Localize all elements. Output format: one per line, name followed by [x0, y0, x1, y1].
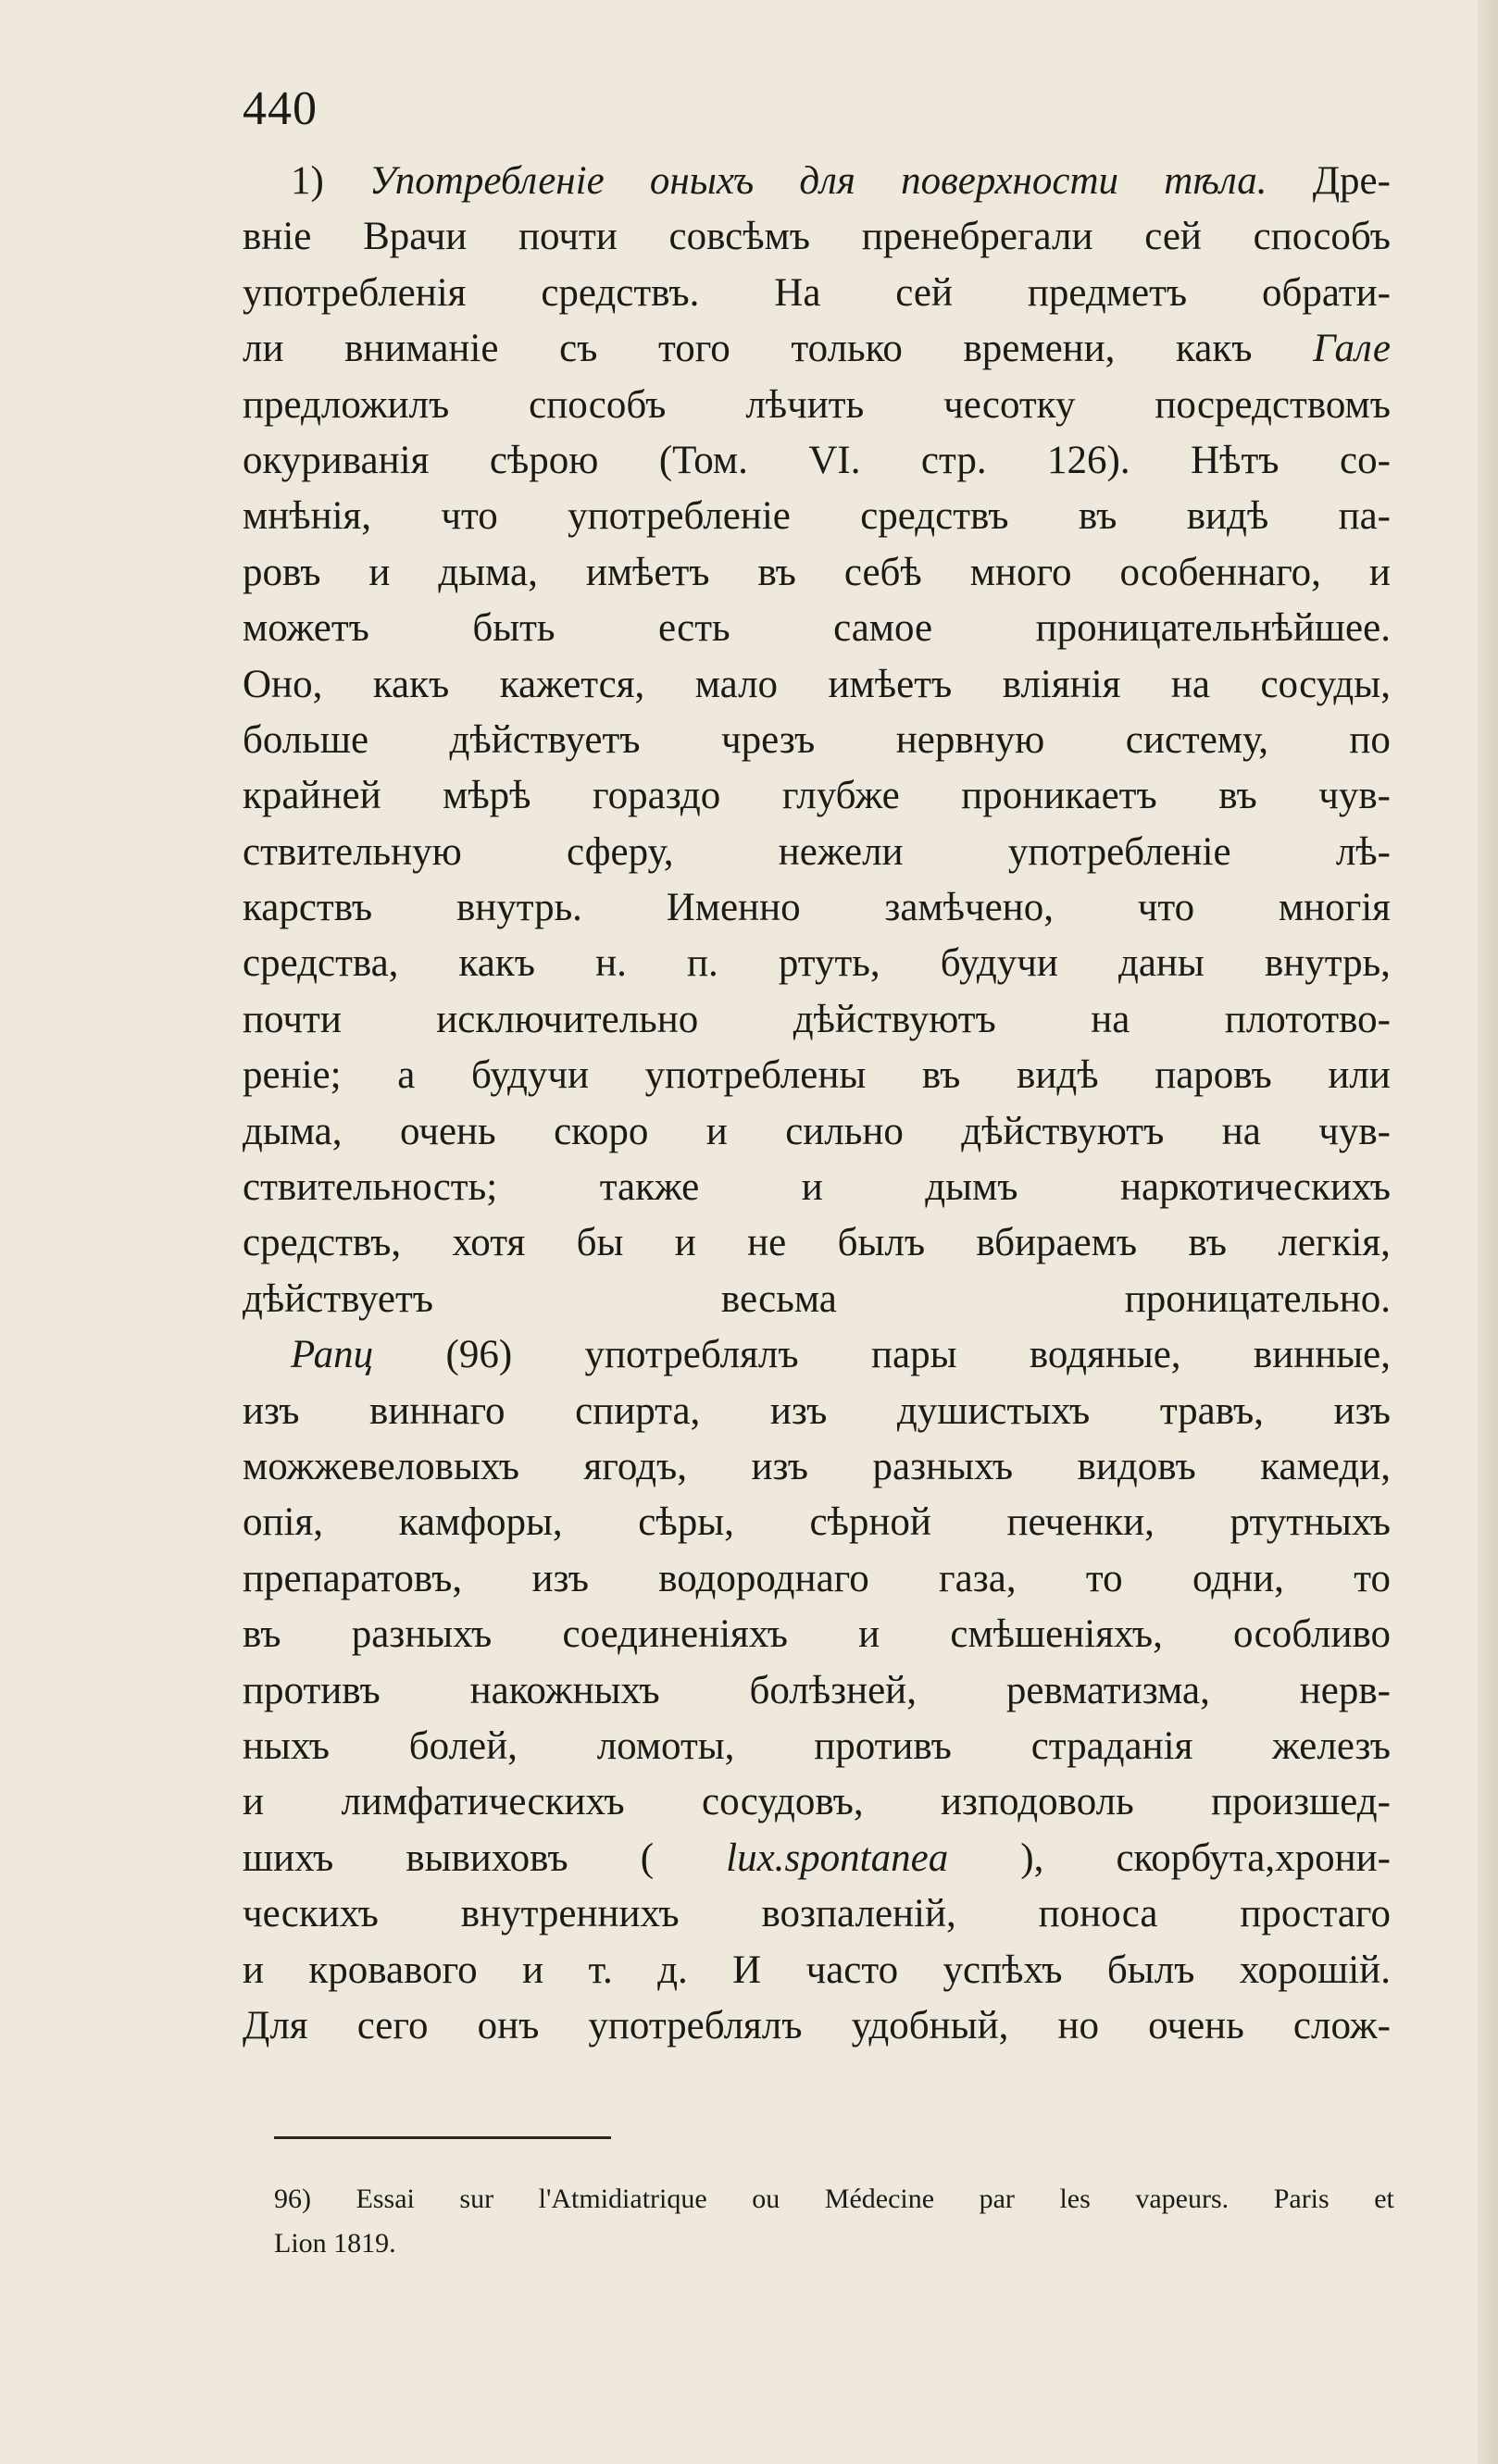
text-line: ли вниманіе съ того только времени, какъ Гале	[243, 327, 1391, 371]
text-line: можжевеловыхъ ягодъ, изъ разныхъ видовъ камеди,	[243, 1444, 1391, 1488]
text-line: ствительность; также и дымъ наркотическихъ	[243, 1165, 1391, 1210]
footnote	[274, 2177, 1394, 2266]
text-line: шихъ вывиховъ ( lux.spontanea ), скорбута,хрони-	[243, 1836, 1391, 1880]
text-line: ствительную сферу, нежели употребленіе лѣ-	[243, 829, 1391, 874]
page-number: 440	[243, 82, 318, 135]
text-line: карствъ внутрь. Именно замѣчено, что многія	[243, 886, 1391, 930]
text-line: и кровавого и т. д. И часто успѣхъ былъ хорошій.	[243, 1948, 1391, 1992]
text-line: ческихъ внутреннихъ возпаленій, поноса простаго	[243, 1892, 1391, 1936]
text-line: средства, какъ н. п. ртуть, будучи даны внутрь,	[243, 941, 1391, 986]
text-line: почти исключительно дѣйствуютъ на плототво-	[243, 997, 1391, 1041]
text-line: ровъ и дыма, имѣетъ въ себѣ много особеннаго, и	[243, 550, 1391, 594]
text-line: крайней мѣрѣ гораздо глубже проникаетъ въ чув-	[243, 774, 1391, 818]
text-line: и лимфатическихъ сосудовъ, изподоволь произшед-	[243, 1780, 1391, 1824]
footnote-line: Lion 1819.	[274, 2228, 396, 2259]
footnote-rule	[274, 2136, 611, 2139]
text-line: дѣйствуетъ весьма проницательно.	[243, 1276, 1391, 1321]
text-line: больше дѣйствуетъ чрезъ нервную систему, по	[243, 717, 1391, 762]
text-line: въ разныхъ соединеніяхъ и смѣшеніяхъ, особливо	[243, 1612, 1391, 1657]
text-line: противъ накожныхъ болѣзней, ревматизма, нерв-	[243, 1668, 1391, 1712]
text-line: 1) Употребленіе оныхъ для поверхности тѣла. Дре-	[291, 159, 1391, 203]
text-line: можетъ быть есть самое проницательнѣйшее.	[243, 606, 1391, 651]
text-line: изъ виннаго спирта, изъ душистыхъ травъ, изъ	[243, 1388, 1391, 1433]
text-line: опія, камфоры, сѣры, сѣрной печенки, ртутныхъ	[243, 1500, 1391, 1545]
main-text	[243, 154, 1391, 2054]
text-line: Рапц (96) употреблялъ пары водяные, винные,	[291, 1333, 1391, 1377]
text-line: реніе; а будучи употреблены въ видѣ паровъ или	[243, 1053, 1391, 1098]
text-line: вніе Врачи почти совсѣмъ пренебрегали сей способъ	[243, 215, 1391, 259]
text-line: употребленія средствъ. На сей предметъ обрати-	[243, 270, 1391, 315]
text-line: препаратовъ, изъ водороднаго газа, то одни, то	[243, 1556, 1391, 1600]
text-line: предложилъ способъ лѣчить чесотку посредствомъ	[243, 382, 1391, 427]
page-edge	[1478, 0, 1498, 2464]
text-line: мнѣнія, что употребленіе средствъ въ видѣ па-	[243, 494, 1391, 539]
text-line: средствъ, хотя бы и не былъ вбираемъ въ легкія,	[243, 1221, 1391, 1265]
text-line: дыма, очень скоро и сильно дѣйствуютъ на чув-	[243, 1109, 1391, 1153]
text-line: Для сего онъ употреблялъ удобный, но очень слож-	[243, 2003, 1391, 2047]
footnote-line: 96) Essai sur l'Atmidiatrique ou Médecine par les vapeurs. Paris et	[274, 2184, 1394, 2214]
text-line: окуриванія сѣрою (Том. VI. стр. 126). Нѣтъ со-	[243, 438, 1391, 482]
text-line: ныхъ болей, ломоты, противъ страданія железъ	[243, 1724, 1391, 1768]
text-line: Оно, какъ кажется, мало имѣетъ вліянія на сосуды,	[243, 662, 1391, 706]
